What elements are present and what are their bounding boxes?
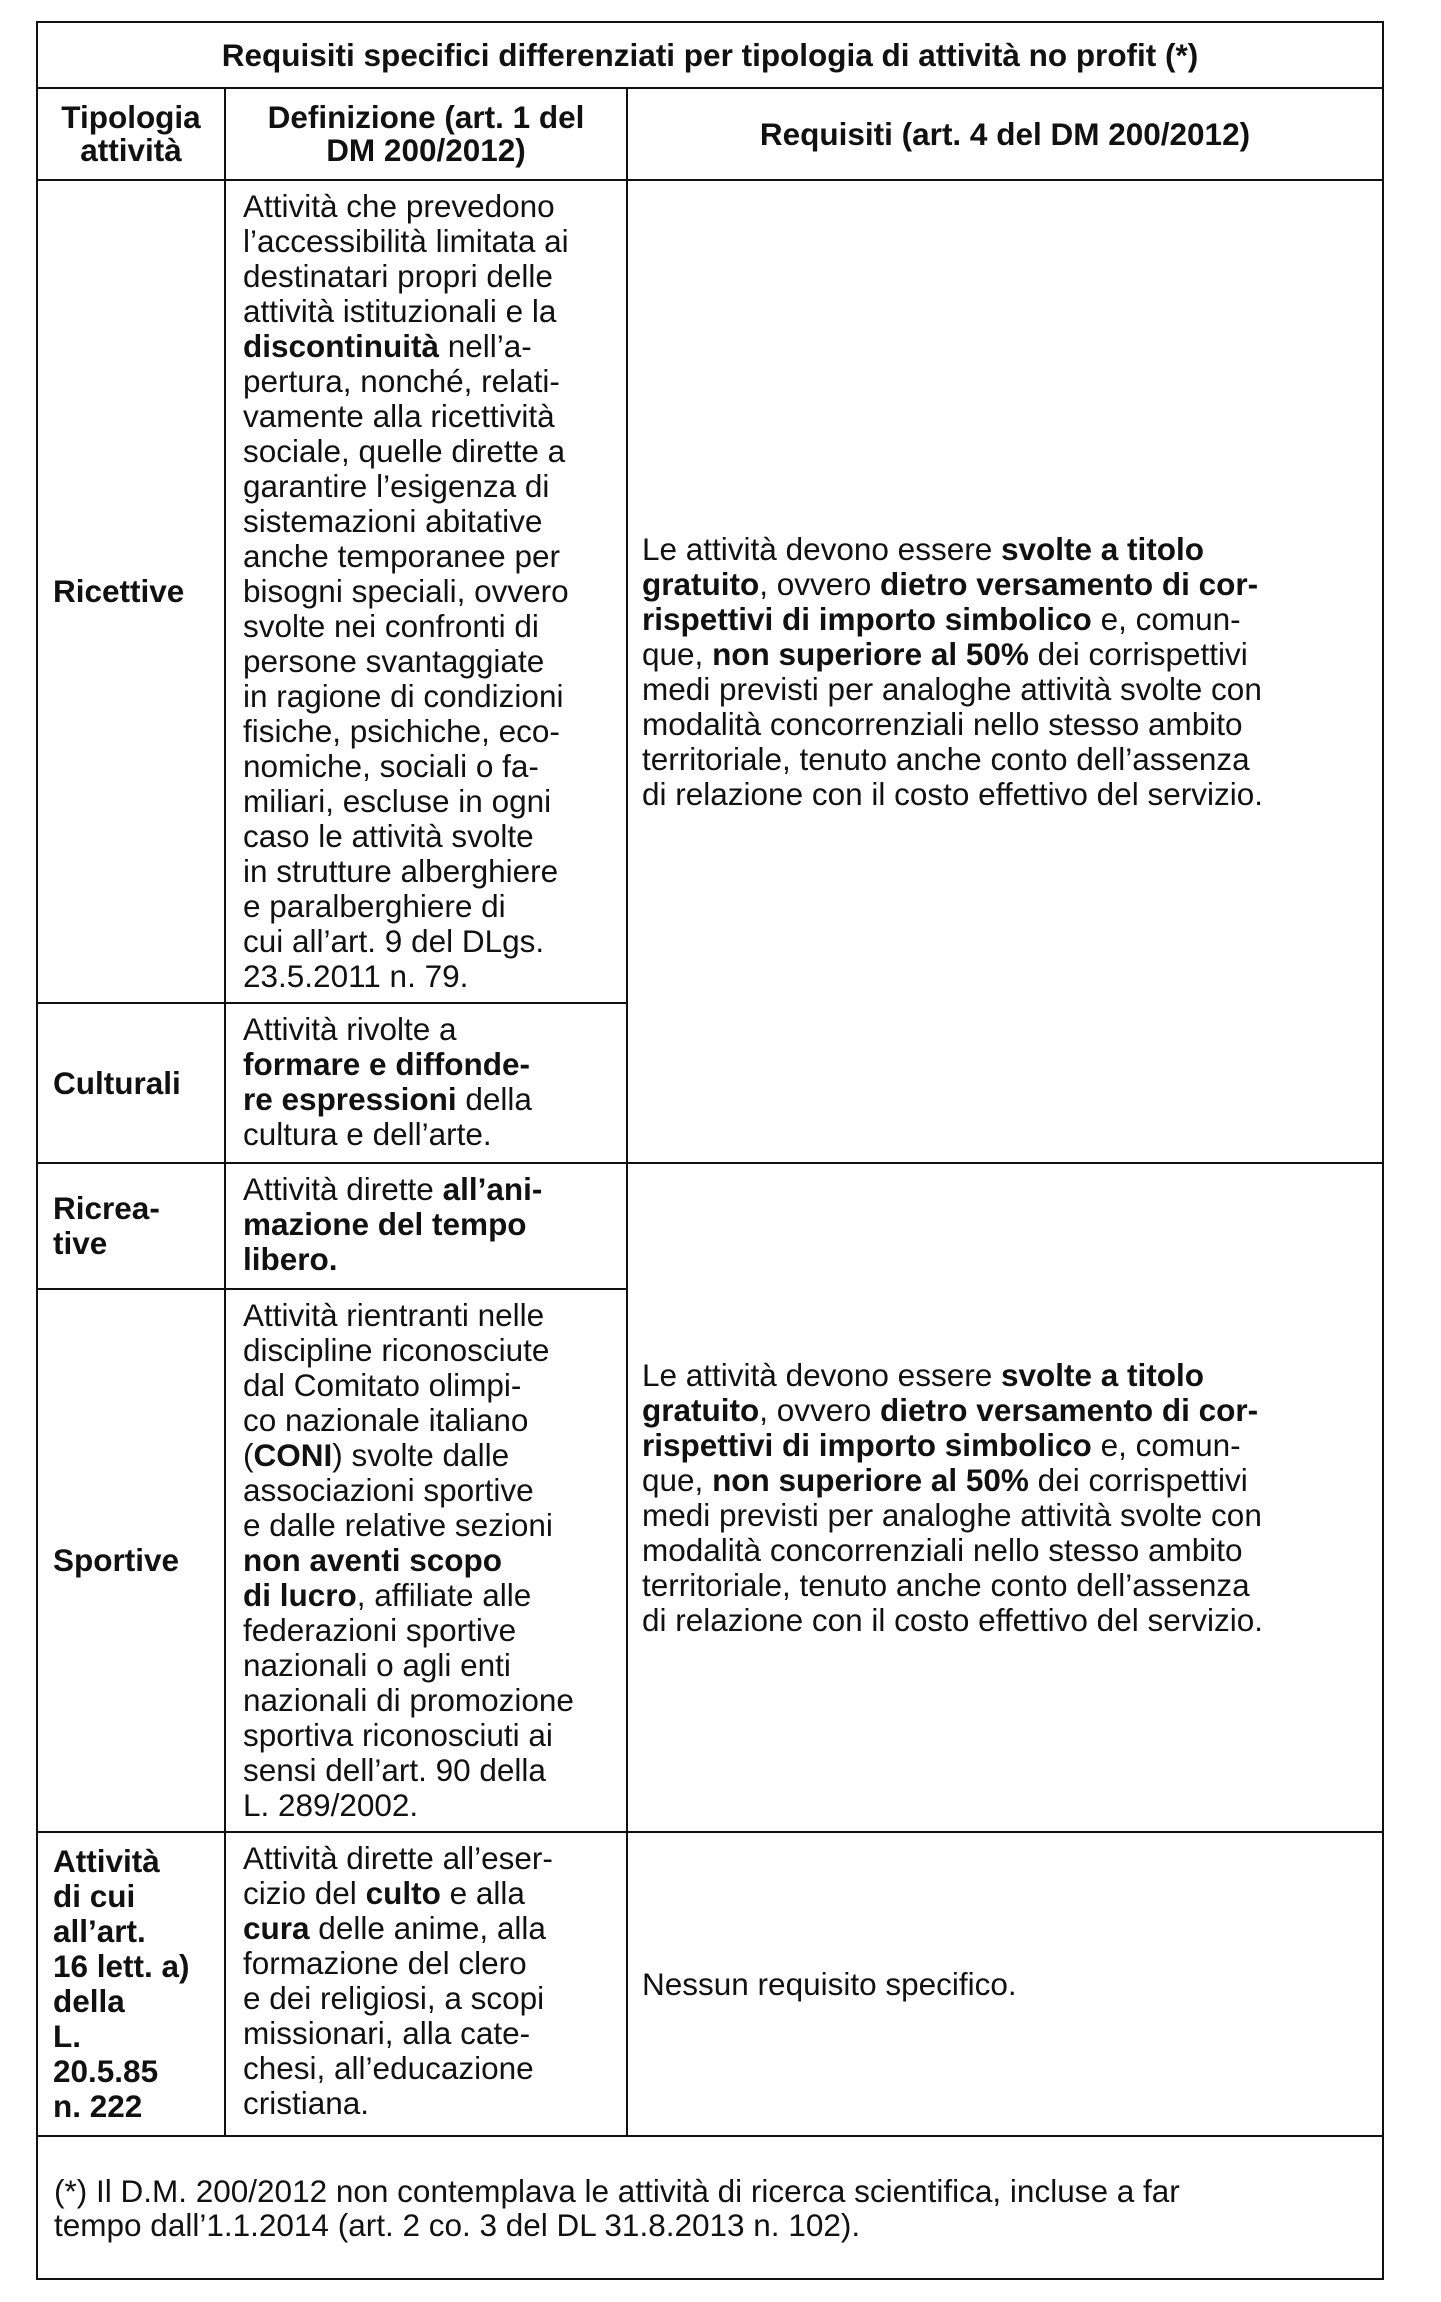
header-requisiti: Requisiti (art. 4 del DM 200/2012) (627, 88, 1383, 180)
definizione-cell (225, 1289, 627, 1832)
text-line (642, 1393, 1358, 1428)
footnote-line: tempo dall’1.1.2014 (art. 2 co. 3 del DL 31.8.2013 n. 102). (54, 2206, 861, 2243)
text-segment: dal Comitato olimpi- (243, 1367, 522, 1403)
header-definizione-line: DM 200/2012) (326, 132, 526, 168)
text-line (243, 1841, 614, 1876)
text-segment: nazionali di promozione (243, 1682, 574, 1718)
text-segment: cizio del (243, 1875, 366, 1911)
bold-text: discontinuità (243, 328, 439, 364)
table-title: Requisiti specifici differenziati per tipologia di attività no profit (*) (37, 22, 1383, 88)
bold-text: gratuito (642, 565, 760, 602)
text-segment: medi previsti per analoghe attività svolte con (642, 670, 1262, 707)
text-line (243, 1438, 614, 1473)
text-segment: anche temporanee per (243, 538, 560, 574)
tipologia-cell (37, 1003, 225, 1163)
text-line (642, 672, 1358, 707)
text-segment: cristiana. (243, 2085, 370, 2121)
tipologia-cell (37, 1163, 225, 1289)
text-line (642, 707, 1358, 742)
text-segment: sistemazioni abitative (243, 503, 543, 539)
bold-text: formare e diffonde- (243, 1046, 531, 1082)
text-segment: chesi, all’educazione (243, 2050, 534, 2086)
text-line (243, 924, 614, 959)
bold-text: rispettivi di importo simbolico (642, 600, 1092, 637)
text-segment: discipline riconosciute (243, 1332, 550, 1368)
tipologia-label: di cui (53, 1878, 136, 1914)
bold-text: libero. (243, 1241, 338, 1277)
text-line (642, 1533, 1358, 1568)
text-segment: associazioni sportive (243, 1472, 534, 1508)
text-line (642, 637, 1358, 672)
tipologia-label: 16 lett. a) (53, 1948, 190, 1984)
text-segment: ( (243, 1437, 254, 1473)
text-line (243, 714, 614, 749)
text-segment: missionari, alla cate- (243, 2015, 531, 2051)
text-line (642, 1568, 1358, 1603)
header-tipologia (37, 88, 225, 180)
text-line (642, 532, 1358, 567)
text-line (243, 294, 614, 329)
text-segment: Le attività devono essere (642, 1356, 1001, 1393)
text-line (642, 1428, 1358, 1463)
text-segment: in ragione di condizioni (243, 678, 564, 714)
text-line (243, 1242, 614, 1277)
bold-text: svolte a titolo (1000, 1356, 1205, 1393)
text-segment: nomiche, sociali o fa- (243, 748, 539, 784)
bold-text: non aventi scopo (243, 1542, 503, 1578)
tipologia-label: della (53, 1983, 125, 2019)
text-segment: di relazione con il costo effettivo del servizio. (642, 1601, 1263, 1638)
tipologia-cell (37, 1289, 225, 1832)
text-line (243, 1473, 614, 1508)
text-segment: co nazionale italiano (243, 1402, 529, 1438)
bold-text: di lucro (243, 1577, 357, 1613)
text-line (243, 1788, 614, 1823)
text-line (243, 539, 614, 574)
tipologia-label: L. (53, 2018, 81, 2054)
text-line (243, 1683, 614, 1718)
text-segment: , ovvero (759, 565, 881, 602)
text-line (243, 609, 614, 644)
table-row (37, 1163, 1383, 1289)
text-segment: garantire l’esigenza di (243, 468, 550, 504)
text-segment: svolte nei confronti di (243, 608, 539, 644)
bold-text: non superiore al 50% (712, 1461, 1029, 1498)
text-line (243, 749, 614, 784)
table-row (37, 1832, 1383, 2136)
text-segment: fisiche, psichiche, eco- (243, 713, 560, 749)
text-line (642, 742, 1358, 777)
bold-text: rispettivi di importo simbolico (642, 1426, 1092, 1463)
requisiti-cell (627, 1163, 1383, 1832)
text-line (243, 1117, 614, 1152)
definizione-cell (225, 1832, 627, 2136)
text-line (243, 1508, 614, 1543)
text-segment: cui all’art. 9 del DLgs. (243, 923, 545, 959)
text-line (243, 1981, 614, 2016)
text-line (243, 364, 614, 399)
text-segment: persone svantaggiate (243, 643, 545, 679)
text-line (243, 1753, 614, 1788)
text-line (243, 1403, 614, 1438)
text-segment: sensi dell’art. 90 della (243, 1752, 546, 1788)
bold-text: all’ani- (442, 1171, 543, 1207)
text-segment: destinatari propri delle (243, 258, 553, 294)
text-segment: Attività rientranti nelle (243, 1297, 545, 1333)
text-segment: e alla (440, 1875, 525, 1911)
requisiti-cell (627, 180, 1383, 1163)
text-line (642, 777, 1358, 812)
text-segment: delle anime, alla (309, 1910, 546, 1946)
text-segment: que, (642, 1461, 713, 1498)
text-segment: in strutture alberghiere (243, 853, 559, 889)
text-segment: modalità concorrenziali nello stesso ambito (642, 1531, 1243, 1568)
text-line (642, 1603, 1358, 1638)
tipologia-label: n. 222 (53, 2088, 143, 2124)
tipologia-label: tive (53, 1225, 108, 1261)
text-line (642, 567, 1358, 602)
text-segment: miliari, escluse in ogni (243, 783, 552, 819)
text-segment: territoriale, tenuto anche conto dell’assenza (642, 740, 1250, 777)
tipologia-label: Culturali (53, 1064, 181, 1101)
text-segment: dei corrispettivi (1028, 635, 1248, 672)
header-row (37, 88, 1383, 180)
text-line (243, 574, 614, 609)
text-line (243, 1946, 614, 1981)
text-segment: Attività dirette (243, 1171, 443, 1207)
text-segment: di relazione con il costo effettivo del servizio. (642, 775, 1263, 812)
footnote-row (37, 2136, 1383, 2279)
text-segment: sociale, quelle dirette a (243, 433, 566, 469)
bold-text: dietro versamento di cor- (880, 565, 1259, 602)
text-segment: que, (642, 635, 713, 672)
table-row (37, 180, 1383, 1003)
text-segment: dei corrispettivi (1028, 1461, 1248, 1498)
requirements-table (36, 21, 1384, 2280)
text-line (243, 1333, 614, 1368)
text-line (243, 2016, 614, 2051)
text-line (243, 1298, 614, 1333)
text-segment: e, comun- (1091, 1426, 1241, 1463)
bold-text: svolte a titolo (1000, 530, 1205, 567)
text-line (243, 469, 614, 504)
text-line (243, 1718, 614, 1753)
header-definizione-line: Definizione (art. 1 del (267, 99, 585, 135)
text-line (243, 784, 614, 819)
text-segment: e paralberghiere di (243, 888, 506, 924)
text-segment: caso le attività svolte (243, 818, 534, 854)
text-line (642, 602, 1358, 637)
text-segment: Nessun requisito specifico. (642, 1965, 1017, 2002)
text-line (243, 1047, 614, 1082)
text-segment: e, comun- (1091, 600, 1241, 637)
text-segment: cultura e dell’arte. (243, 1116, 492, 1152)
footnote-line: (*) Il D.M. 200/2012 non contemplava le attività di ricerca scientifica, incluse a far (54, 2172, 1180, 2209)
text-line (243, 1876, 614, 1911)
text-segment: ) svolte dalle (332, 1437, 510, 1473)
text-segment: federazioni sportive (243, 1612, 517, 1648)
tipologia-cell (37, 180, 225, 1003)
text-line (243, 2086, 614, 2121)
text-segment: medi previsti per analoghe attività svolte con (642, 1496, 1262, 1533)
text-segment: vamente alla ricettività (243, 398, 555, 434)
text-line (243, 819, 614, 854)
text-line (243, 189, 614, 224)
text-segment: territoriale, tenuto anche conto dell’assenza (642, 1566, 1250, 1603)
tipologia-label: all’art. (53, 1913, 146, 1949)
definizione-cell (225, 180, 627, 1003)
bold-text: mazione del tempo (243, 1206, 527, 1242)
header-definizione (225, 88, 627, 180)
bold-text: culto (365, 1875, 441, 1911)
requisiti-cell (627, 1832, 1383, 2136)
bold-text: gratuito (642, 1391, 760, 1428)
text-line (243, 1207, 614, 1242)
text-line (243, 1368, 614, 1403)
text-line (243, 1578, 614, 1613)
text-line (243, 399, 614, 434)
text-segment: l’accessibilità limitata ai (243, 223, 569, 259)
text-line (243, 2051, 614, 2086)
bold-text: re espressioni (243, 1081, 457, 1117)
text-segment: , affiliate alle (356, 1577, 532, 1613)
text-line (243, 224, 614, 259)
text-segment: Attività rivolte a (243, 1011, 457, 1047)
header-tipologia-line: attività (80, 132, 182, 168)
text-line (243, 679, 614, 714)
definizione-cell (225, 1163, 627, 1289)
text-line (243, 854, 614, 889)
text-line (642, 1967, 1358, 2002)
text-segment: e dalle relative sezioni (243, 1507, 553, 1543)
text-line (243, 1082, 614, 1117)
text-line (243, 329, 614, 364)
text-line (243, 1613, 614, 1648)
text-line (243, 434, 614, 469)
text-segment: 23.5.2011 n. 79. (243, 958, 469, 994)
text-line (243, 1012, 614, 1047)
footnote (37, 2136, 1383, 2279)
text-line (243, 504, 614, 539)
text-segment: L. 289/2002. (243, 1787, 419, 1823)
tipologia-label: Ricettive (53, 573, 185, 609)
text-line (243, 644, 614, 679)
text-segment: bisogni speciali, ovvero (243, 573, 569, 609)
tipologia-cell (37, 1832, 225, 2136)
text-line (243, 1172, 614, 1207)
text-segment: Le attività devono essere (642, 530, 1001, 567)
text-segment: nell’a- (439, 328, 532, 364)
text-segment: sportiva riconosciuti ai (243, 1717, 553, 1753)
text-segment: pertura, nonché, relati- (243, 363, 560, 399)
text-line (642, 1498, 1358, 1533)
tipologia-label: Ricrea- (53, 1190, 160, 1226)
bold-text: cura (243, 1910, 310, 1946)
text-line (243, 1648, 614, 1683)
tipologia-label: Sportive (53, 1542, 180, 1578)
bold-text: non superiore al 50% (712, 635, 1029, 672)
text-line (243, 1911, 614, 1946)
text-line (243, 1543, 614, 1578)
text-segment: nazionali o agli enti (243, 1647, 511, 1683)
text-line (243, 889, 614, 924)
title-row (37, 22, 1383, 88)
text-line (642, 1358, 1358, 1393)
text-line (642, 1463, 1358, 1498)
bold-text: CONI (253, 1437, 333, 1473)
text-segment: formazione del clero (243, 1945, 527, 1981)
text-segment: modalità concorrenziali nello stesso ambito (642, 705, 1243, 742)
header-tipologia-line: Tipologia (61, 99, 201, 135)
tipologia-label: Attività (53, 1843, 160, 1879)
text-line (243, 259, 614, 294)
text-segment: Attività dirette all’eser- (243, 1840, 553, 1876)
tipologia-label: 20.5.85 (53, 2053, 159, 2089)
text-segment: attività istituzionali e la (243, 293, 557, 329)
text-segment: e dei religiosi, a scopi (243, 1980, 545, 2016)
text-segment: della (456, 1081, 532, 1117)
text-segment: , ovvero (759, 1391, 881, 1428)
definizione-cell (225, 1003, 627, 1163)
text-line (243, 959, 614, 994)
text-segment: Attività che prevedono (243, 188, 555, 224)
bold-text: dietro versamento di cor- (880, 1391, 1259, 1428)
